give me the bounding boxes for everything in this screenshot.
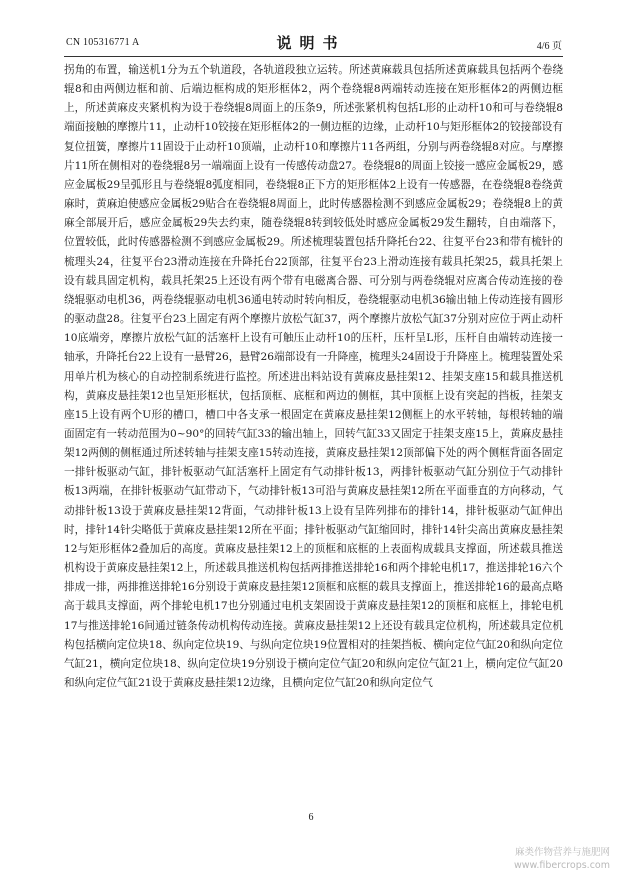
watermark <box>514 846 610 872</box>
body-paragraph: 拐角的布置，输送机1分为五个轨道段，各轨道段独立运转。所述黄麻载具包括所述黄麻载具包括两个卷绕辊8和由两侧边框和前、后端边框构成的矩形框体2，两个卷绕辊8两端转动连接在矩形框体2的两侧边框上，所述黄麻皮夹紧机构为设于卷绕辊8周面上的压条9，所述张紧机构包括L形的止动杆10和可与卷绕辊8端面接触的摩擦片11，止动杆10铰接在矩形框体2的一侧边框的边缘，止动杆10与矩形框体2的铰接部设有复位扭簧，摩擦片11固设于止动杆10顶端，止动杆10和摩擦片11各两组，分别与两卷绕辊8对应。与摩擦片11所在侧相对的卷绕辊8另一端端面上设有一传感传动盘27。卷绕辊8的周面上铰接一感应金属板29，感应金属板29呈弧形且与卷绕辊8弧度相同，卷绕辊8正下方的矩形框体2上设有一传感器，在卷绕辊8卷绕黄麻时，黄麻迫使感应金属板29贴合在卷绕辊8周面上，此时传感器检测不到感应金属板29；卷绕辊8上的黄麻全部展开后，感应金属板29失去约束，随卷绕辊8转到较低处时感应金属板29发生翻转，自由端落下，位置较低，此时传感器检测不到感应金属板29。所述梳理装置包括升降托台22、往复平台23和带有梳针的梳理头24，往复平台23滑动连接在升降托台22顶部，往复平台23上滑动连接有载具托架25，载具托架上设有载具固定机构，载具托架25上还设有两个带有电磁离合器、可分别与两卷绕辊对应离合传动连接的卷绕辊驱动电机36，两卷绕辊驱动电机36通电转动时转向相反，卷绕辊驱动电机36输出轴上传动连接有圆形的驱动盘28。往复平台23上固定有两个摩擦片放松气缸37，两个摩擦片放松气缸37分别对应位于两止动杆10底端旁，摩擦片放松气缸的活塞杆上设有可触压止动杆10的压杆，压杆呈L形，压杆自由端转动连接一轴承，升降托台22上设有一悬臂26，悬臂26端部设有一升降座，梳理头24固设于升降座上。梳理装置处采用单片机为核心的自动控制系统进行监控。所述进出料站设有黄麻皮悬挂架12、挂架支座15和载具推送机构，黄麻皮悬挂架12也呈矩形框状，包括顶框、底框和两边的侧框，其中顶框上设有突起的挡板，挂架支座15上设有两个U形的槽口，槽口中各支承一根固定在黄麻皮悬挂架12侧框上的水平转轴，每根转轴的端面固定有一转动范围为0~90°的回转气缸33的输出轴上，回转气缸33又固定于挂架支座15上，黄麻皮悬挂架12两侧的侧框通过所述转轴与挂架支座15转动连接，黄麻皮悬挂架12顶部偏下处的两个侧框背面各固定一排针板驱动气缸，排针板驱动气缸活塞杆上固定有气动排针板13，两排针板驱动气缸分别位于气动排针板13两端，在排针板驱动气缸带动下，气动排针板13可沿与黄麻皮悬挂架12所在平面垂直的方向移动，气动排针板13设于黄麻皮悬挂架12背面，气动排针板13上设有呈阵列排布的排针14，排针板驱动气缸伸出时，排针14针尖略低于黄麻皮悬挂架12所在平面；排针板驱动气缸缩回时，排针14针尖高出黄麻皮悬挂架12与矩形框体2叠加后的高度。黄麻皮悬挂架12上的顶框和底框的上表面构成载具支撑面，所述载具推送机构设于黄麻皮悬挂架12上，所述载具推送机构包括两排推送排轮16和两个排轮电机17，推送排轮16六个排成一排，两排推送排轮16分别设于黄麻皮悬挂架12顶框和底框的载具支撑面上，推送排轮16的最高点略高于载具支撑面，两个排轮电机17也分别通过电机支架固设于黄麻皮悬挂架12的顶框和底框上，排轮电机17与推送排轮16间通过链条传动机构传动连接。黄麻皮悬挂架12上还设有载具定位机构，所述载具定位机构包括横向定位块18、纵向定位块19、与纵向定位块19位置相对的挂架挡板、横向定位气缸20和纵向定位气缸21，横向定位块18、纵向定位块19分别设于横向定位气缸20和纵向定位气缸21上，横向定位气缸20和纵向定位气缸21设于黄麻皮悬挂架12边缘，且横向定位气缸20和纵向定位气 <box>64 64 563 689</box>
header-divider <box>64 56 563 57</box>
watermark-url: www.fibercrops.com <box>513 860 610 871</box>
page-header <box>0 0 622 60</box>
watermark-site-name: 麻类作物营养与施肥网 <box>514 847 610 858</box>
page-count: 4/6 页 <box>536 41 562 52</box>
document-title: 说明书 <box>276 34 346 52</box>
page-number: 6 <box>308 812 314 823</box>
publication-number: CN 105316771 A <box>66 37 140 48</box>
